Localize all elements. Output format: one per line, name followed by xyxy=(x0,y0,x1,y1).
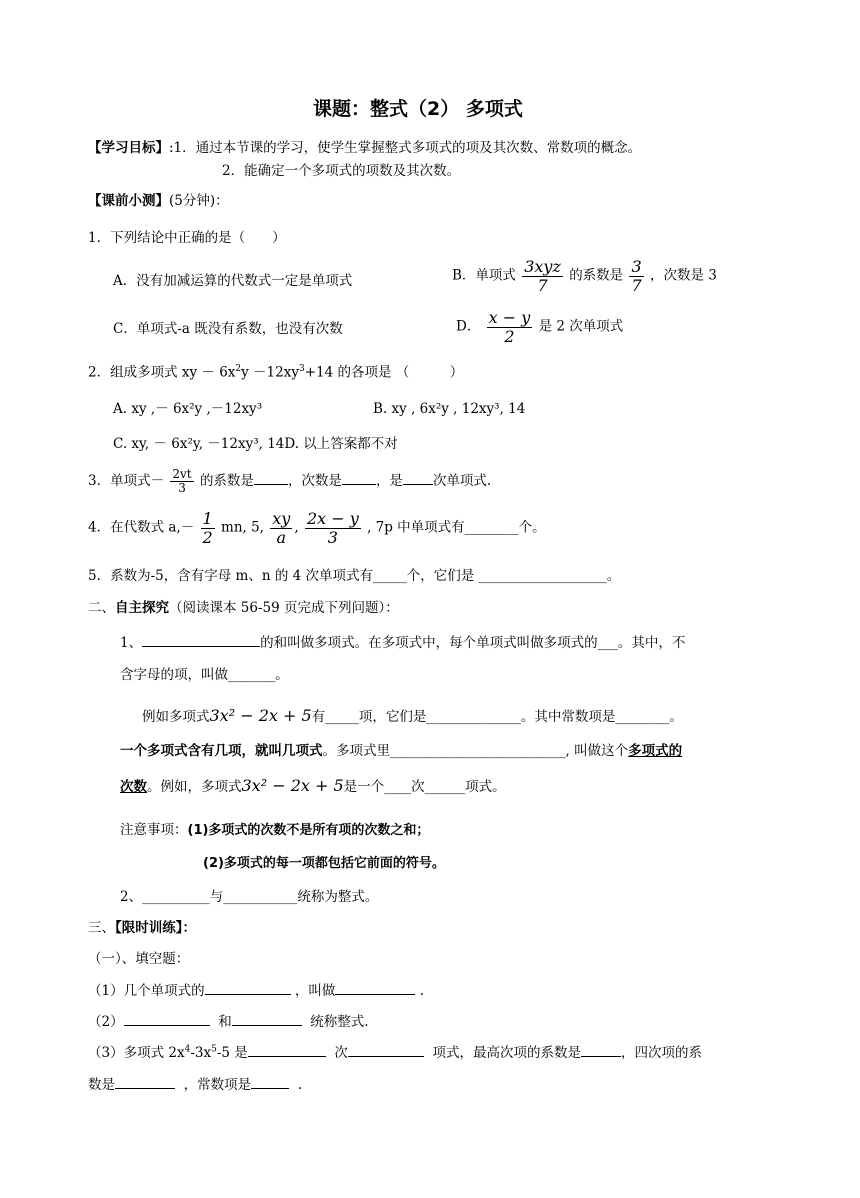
q1-b-suffix: ，次数是 3 xyxy=(649,267,717,284)
training-subheading: （一）、填空题： xyxy=(88,951,190,967)
objectives-line-2: 2．能确定一个多项式的项数及其次数。 xyxy=(222,163,461,179)
explore-p1-line-2: 含字母的项，叫做_______。 xyxy=(120,667,289,683)
q4-fraction-3 xyxy=(305,510,361,546)
explore-p1 xyxy=(120,634,685,651)
objectives-label: 【学习目标】 xyxy=(88,140,169,156)
q1-b-fraction xyxy=(522,258,563,294)
q3-denominator: 3 xyxy=(178,481,186,496)
note-label: 注意事项： xyxy=(120,822,188,838)
q1-d-suffix: 是 2 次单项式 xyxy=(538,318,624,335)
training-heading-prefix: 三、 xyxy=(88,920,115,936)
pretest-heading xyxy=(88,193,229,209)
fill-3-line-2-middle: ，常数项是 xyxy=(183,1077,252,1093)
fill-3-line-2-prefix: 数是 xyxy=(88,1077,115,1093)
q4-middle: mn, 5, xyxy=(221,519,264,536)
q1-b-numerator-2: 3 xyxy=(631,257,642,276)
q4-denominator-2: a xyxy=(276,527,287,547)
q4-numerator-1: 1 xyxy=(202,509,213,528)
explore-p2-prefix: 例如多项式 xyxy=(142,709,210,725)
note-1: (1)多项式的次数不是所有项的次数之和； xyxy=(187,823,430,838)
explore-note-1 xyxy=(120,822,429,839)
explore-p2-math: 3x² − 2x + 5 xyxy=(209,706,312,725)
explore-heading-prefix: 二、 xyxy=(88,600,115,616)
q1-d-denominator: 2 xyxy=(504,326,515,346)
explore-heading-suffix: （阅读课本 56-59 页完成下列问题）： xyxy=(169,600,399,616)
explore-heading xyxy=(88,600,399,616)
fill-2-middle: 和 xyxy=(218,1014,232,1030)
q4-numerator-2: xy xyxy=(272,509,291,528)
explore-p4-middle: 。例如，多项式 xyxy=(147,779,242,795)
pretest-time: (5分钟)： xyxy=(169,193,229,209)
q3-text-2: ，次数是 xyxy=(287,473,342,490)
q1-b-numerator: 3xyz xyxy=(524,257,561,276)
fill-2-prefix: （2） xyxy=(88,1014,124,1030)
fill-1-suffix: . xyxy=(419,983,424,999)
explore-p3-bold: 一个多项式含有几项，就叫几项式 xyxy=(120,743,323,759)
explore-p1-prefix: 1、 xyxy=(120,635,143,651)
explore-p3-bold-underline: 多项式的 xyxy=(628,743,683,759)
q3-text-3: ，是 xyxy=(375,473,403,490)
explore-p4-bold-underline: 次数 xyxy=(120,779,147,795)
fill-3-mid-3: 次 xyxy=(334,1045,348,1061)
q1-d-numerator: x − y xyxy=(488,308,531,327)
q2-stem-mid-1: y －12xy xyxy=(241,364,299,381)
fill-2-suffix: 统称整式. xyxy=(310,1014,369,1030)
fill-1-middle: ，叫做 xyxy=(294,983,336,999)
q4-numerator-3: 2x − y xyxy=(306,509,359,528)
q3-fraction xyxy=(170,468,193,495)
q4-suffix: , 7p 中单项式有________个。 xyxy=(367,519,546,536)
q4-prefix: 4．在代数式 a,－ xyxy=(88,519,195,536)
q1-b-middle: 的系数是 xyxy=(569,267,624,284)
fill-1 xyxy=(88,982,424,999)
q4-fraction-1 xyxy=(201,510,215,546)
q2-option-a: A. xy ,－ 6x²y ,－12xy³ xyxy=(113,401,263,417)
q1-b-denominator-2: 7 xyxy=(631,275,642,295)
q4-fraction-2 xyxy=(270,510,292,546)
training-heading-suffix: ： xyxy=(182,920,196,936)
fill-3-mid-1: -3x xyxy=(190,1045,212,1061)
q3-numerator: 2vt xyxy=(172,467,192,481)
q3 xyxy=(88,468,491,495)
explore-p3 xyxy=(120,743,682,759)
fill-1-prefix: （1）几个单项式的 xyxy=(88,983,205,999)
q2-option-cd: C. xy, － 6x²y, －12xy³, 14D. 以上答案都不对 xyxy=(113,436,398,452)
q1-b-fraction-2 xyxy=(629,258,643,294)
q2-stem: 2．组成多项式 xy － $6x^2y -12xy^3+14$ 的各项是 （ ） xyxy=(88,364,464,381)
q1-option-c: C．单项式-a 既没有系数，也没有次数 xyxy=(113,321,343,337)
training-heading-bold: 【限时训练】 xyxy=(115,920,183,936)
q2-stem-mid-2: +14 的各项是 （ ） xyxy=(304,364,464,381)
explore-p2 xyxy=(142,706,683,725)
q2-stem-prefix: 2．组成多项式 xy － 6x xyxy=(88,364,236,381)
explore-p1-suffix: 的和叫做多项式。在多项式中，每个单项式叫做多项式的___。其中，不 xyxy=(260,635,686,651)
explore-p3-middle: 。多项式里__________________________, 叫做这个 xyxy=(322,743,629,759)
q1-option-a: A．没有加减运算的代数式一定是单项式 xyxy=(113,273,353,289)
q4: 4．在代数式 a,－ $\frac{1}{2}$ mn, 5, $\frac{xy}{a}$ , $\frac{2x - y}{3}$ , 7p 中单项式有________个。 xyxy=(88,509,546,547)
fill-2 xyxy=(88,1013,369,1030)
q1-b-prefix: B．单项式 xyxy=(452,267,516,284)
q3-text-1: 的系数是 xyxy=(199,473,254,490)
objectives-item-1: :1．通过本节课的学习，使学生掌握整式多项式的项及其次数、常数项的概念。 xyxy=(169,140,642,156)
fill-3-prefix: （3）多项式 2x xyxy=(88,1045,185,1061)
explore-p5: 2、__________与___________统称为整式。 xyxy=(120,889,379,905)
q1-stem: 1．下列结论中正确的是（ ） xyxy=(88,230,286,246)
explore-p4-suffix: 是一个____次______项式。 xyxy=(343,779,506,795)
fill-3-suffix: ，四次项的系 xyxy=(620,1045,702,1061)
q3-prefix: 3．单项式－ xyxy=(88,473,165,490)
fill-3-mid-2: -5 是 xyxy=(216,1045,248,1061)
page-title: 课题：整式（2） 多项式 xyxy=(313,98,523,120)
q1-option-d xyxy=(456,309,623,345)
explore-p4-math: 3x² − 2x + 5 xyxy=(241,776,344,795)
q1-d-fraction xyxy=(487,309,533,345)
fill-3-line-2-suffix: . xyxy=(297,1077,302,1093)
q5: 5．系数为-5，含有字母 m、n 的 4 次单项式有_____个，它们是 ___________________。 xyxy=(88,568,621,584)
explore-note-2: (2)多项式的每一项都包括它前面的符号。 xyxy=(203,856,445,871)
fill-3: （3）多项式 $2x^4-3x^5-5$ 是 次 项式，最高次项的系数是 ，四次项的系 xyxy=(88,1044,702,1061)
fill-3-line-2 xyxy=(88,1076,302,1093)
q2-option-b: B. xy , 6x²y , 12xy³, 14 xyxy=(373,401,526,417)
pretest-label: 【课前小测】 xyxy=(88,193,169,209)
objectives-line-1 xyxy=(88,140,641,156)
training-heading xyxy=(88,920,196,936)
q1-d-prefix: D． xyxy=(456,318,481,335)
explore-p2-suffix: 有_____项，它们是______________。其中常数项是________。 xyxy=(311,709,683,725)
q4-denominator-3: 3 xyxy=(327,527,338,547)
explore-p4 xyxy=(120,776,506,795)
explore-heading-bold: 自主探究 xyxy=(115,600,169,616)
q3-text-4: 次单项式. xyxy=(432,473,492,490)
fill-3-mid-4: 项式，最高次项的系数是 xyxy=(432,1045,581,1061)
q4-denominator-1: 2 xyxy=(202,527,213,547)
q1-b-denominator: 7 xyxy=(537,275,548,295)
q1-option-b xyxy=(452,258,717,294)
